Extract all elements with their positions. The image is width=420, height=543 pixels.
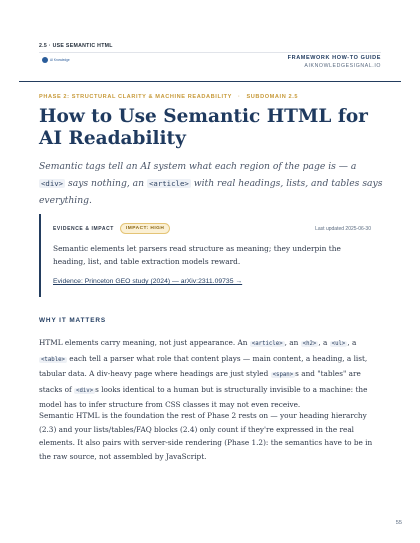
callout-header — [53, 223, 381, 234]
last-updated: Last updated 2025-06-30 — [315, 225, 371, 232]
subdomain-label: SUBDOMAIN 2.5 — [246, 94, 299, 100]
phase-separator: · — [237, 94, 241, 100]
impact-badge: IMPACT: HIGH — [120, 223, 170, 234]
inline-code: <article> — [149, 179, 189, 188]
page-subtitle — [39, 158, 384, 209]
logo-text: AI Knowledge — [50, 58, 70, 62]
evidence-callout — [39, 214, 381, 297]
framework-header — [288, 55, 381, 69]
inline-code: <ul> — [331, 341, 346, 347]
phase-label — [39, 94, 298, 100]
phase-name: PHASE 2: STRUCTURAL CLARITY & MACHINE READABILITY — [39, 94, 232, 100]
page-title: How to Use Semantic HTML for AI Readability — [39, 106, 368, 149]
para-text: , a — [347, 338, 357, 347]
para-text: each tell a parser what role that content plays — main content, a heading, a list, tabular data. A div-heavy page where headings are just styled — [39, 353, 368, 378]
para-text: s and "tables" are stacks of — [39, 369, 361, 394]
inline-code: <div> — [41, 179, 64, 188]
para-text: , a — [318, 338, 330, 347]
inline-code: <h2> — [302, 341, 317, 347]
para-text: , an — [284, 338, 301, 347]
evidence-link[interactable]: Evidence: Princeton GEO study (2024) — arXiv:2311.09735 → — [53, 278, 243, 285]
logo-mark-icon — [42, 57, 48, 63]
framework-url[interactable]: AIKNOWLEDGESIGNAL.IO — [304, 63, 381, 69]
subtitle-text: with real headings, lists, and tables says everything. — [39, 178, 383, 206]
para-text: s looks identical to a human but is structurally invisible to a machine: the model has to infer structure from CSS classes it may not even receive. — [39, 384, 368, 409]
inline-code: <article> — [251, 341, 283, 347]
inline-code: <span> — [272, 372, 294, 378]
why-paragraph-1 — [39, 336, 381, 412]
inline-code: <div> — [76, 387, 94, 394]
why-paragraph-2: Semantic HTML is the foundation the rest of Phase 2 rests on — your heading hierarchy (2.3) and your lists/tables/FAQ blocks (2.4) only count if they're expressed in the real elements. It also pairs with server-side rendering (Phase 1.2): the semantics have to be in the raw source, not assembled by JavaScript. — [39, 411, 373, 461]
header-divider — [19, 81, 401, 82]
subtitle-text: says nothing, an — [65, 178, 147, 189]
subtitle-text: Semantic tags tell an AI system what each region of the page is — a — [39, 161, 357, 172]
page-number: 55 — [395, 520, 402, 526]
top-divider — [39, 52, 381, 53]
brand-logo[interactable] — [42, 57, 70, 63]
framework-title: FRAMEWORK HOW-TO GUIDE — [287, 55, 381, 61]
section-breadcrumb: 2.5 · USE SEMANTIC HTML — [39, 43, 113, 49]
inline-code: <table> — [41, 356, 65, 363]
para-text: HTML elements carry meaning, not just appearance. An — [39, 338, 250, 347]
section-heading-why: WHY IT MATTERS — [39, 317, 107, 324]
evidence-text: Semantic elements let parsers read structure as meaning; they underpin the heading, list, and table extraction models reward. — [53, 244, 341, 266]
evidence-label: EVIDENCE & IMPACT — [53, 225, 114, 232]
